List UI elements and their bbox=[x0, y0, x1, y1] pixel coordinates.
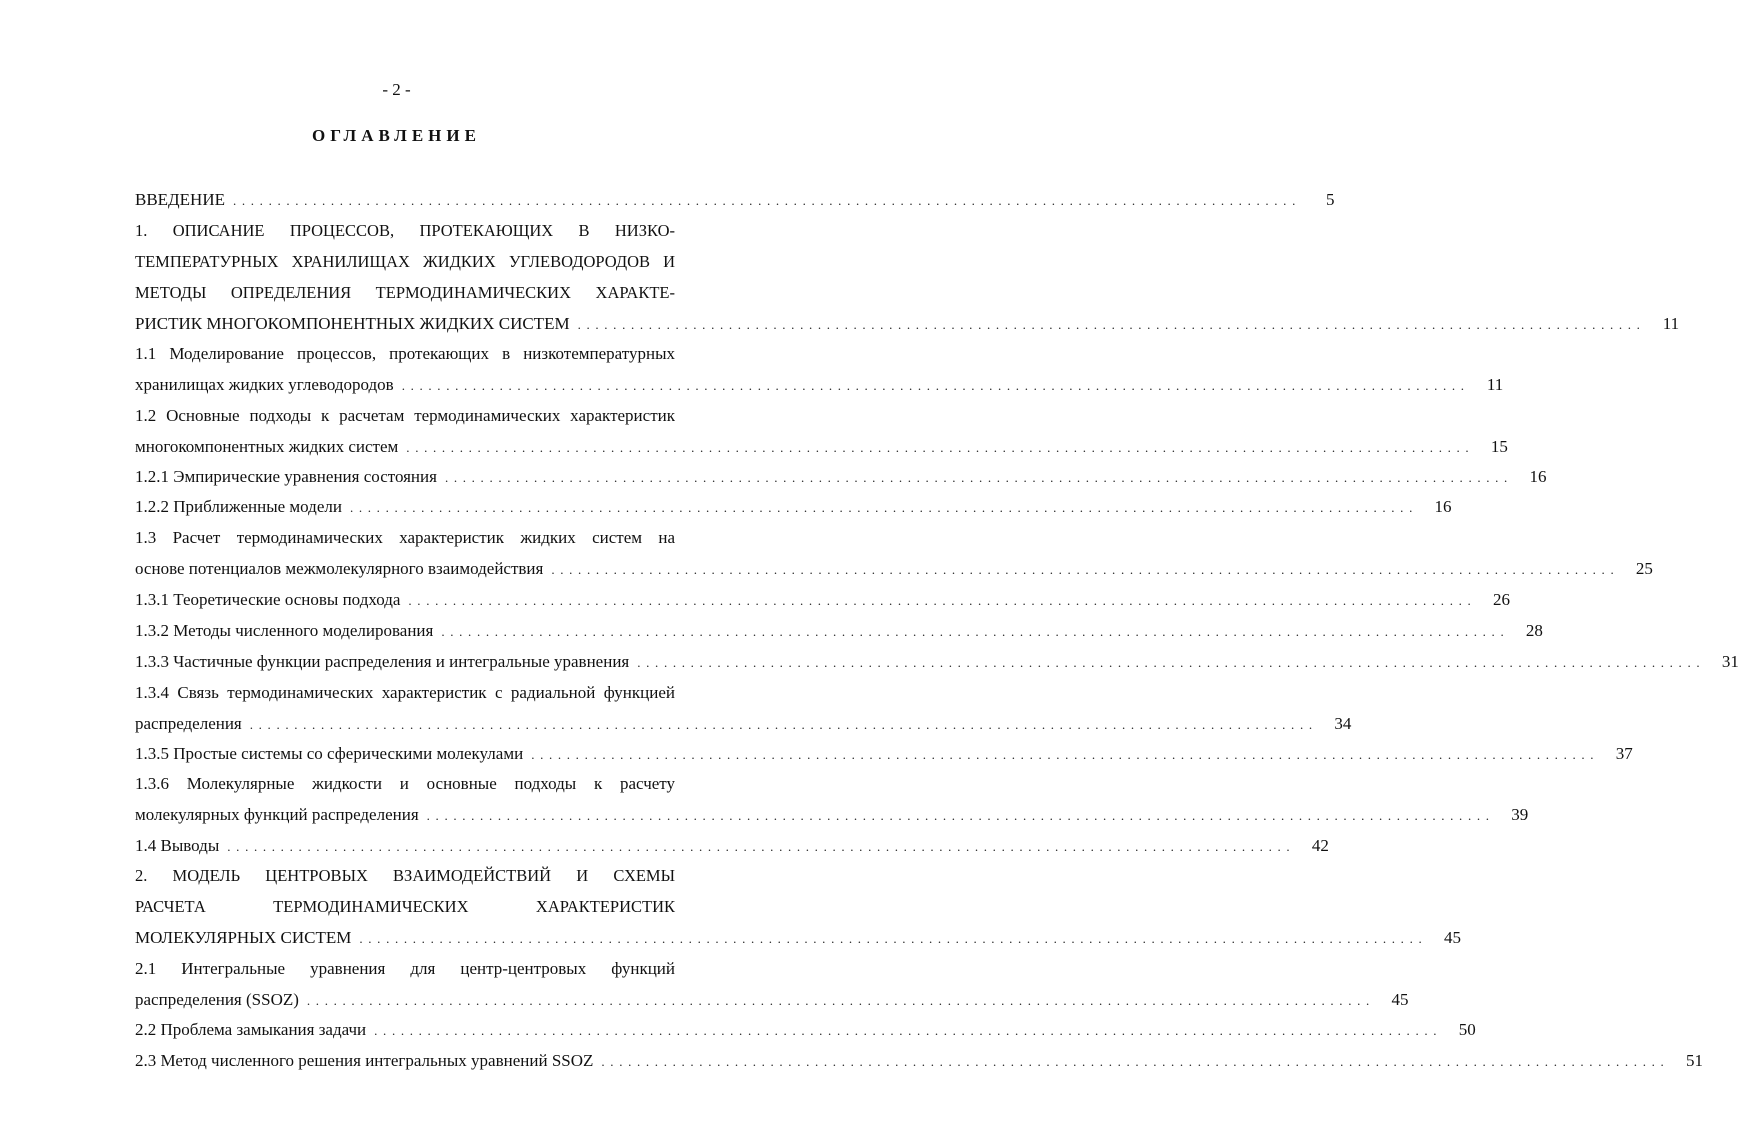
toc-entry-title: молекулярных функций распределения bbox=[135, 805, 419, 824]
toc-entry-title: распределения (SSOZ) bbox=[135, 990, 299, 1009]
toc-page-number: 11 bbox=[1486, 375, 1504, 394]
toc-entry-title: распределения bbox=[135, 714, 242, 733]
toc-page-number: 15 bbox=[1490, 437, 1508, 456]
toc-entry-text-line: 1.3.6 Молекулярные жидкости и основные подходы к расчету bbox=[135, 774, 675, 793]
toc-entry-last-line bbox=[135, 650, 1739, 674]
toc-entry-title: 2.2 Проблема замыкания задачи bbox=[135, 1020, 367, 1039]
dot-leader: . . . . . . . . . . . . . . . . . . . . . . . . . . . . . . . . . . . . . . . . . . . . . . . . . . . . . . . . . . . . . . . . . . . . . . . . . . . . . . . . . . . . . . . . . . . . . . . . . . . . . . . . . . . . . . . . . . . . . . . . bbox=[551, 562, 1615, 577]
toc-entry-last-line bbox=[135, 926, 1461, 950]
toc-page-number: 25 bbox=[1635, 559, 1653, 578]
toc-entry-last-line bbox=[135, 834, 1329, 858]
toc-entry-last-line bbox=[135, 465, 1547, 489]
toc-entry-last-line bbox=[135, 188, 1335, 212]
toc-entry-text-line: 2. МОДЕЛЬ ЦЕНТРОВЫХ ВЗАИМОДЕЙСТВИЙ И СХЕМЫ bbox=[135, 866, 675, 885]
toc-page-number: 5 bbox=[1326, 190, 1335, 209]
toc-entry-title: 1.3.3 Частичные функции распределения и интегральные уравнения bbox=[135, 652, 630, 671]
page-title: ОГЛАВЛЕНИЕ bbox=[312, 126, 481, 145]
toc-page-number: 16 bbox=[1529, 467, 1547, 486]
dot-leader: . . . . . . . . . . . . . . . . . . . . . . . . . . . . . . . . . . . . . . . . . . . . . . . . . . . . . . . . . . . . . . . . . . . . . . . . . . . . . . . . . . . . . . . . . . . . . . . . . . . . . . . . . . . . . . . . . . . . . . . . bbox=[406, 440, 1470, 455]
toc-entry-last-line bbox=[135, 312, 1680, 336]
toc-page-number: 37 bbox=[1615, 744, 1633, 763]
toc-entry-title: основе потенциалов межмолекулярного взаимодействия bbox=[135, 559, 544, 578]
toc-entry-text-line: 1.3 Расчет термодинамических характеристик жидких систем на bbox=[135, 528, 675, 547]
toc-entry-title: хранилищах жидких углеводородов bbox=[135, 375, 394, 394]
dot-leader: . . . . . . . . . . . . . . . . . . . . . . . . . . . . . . . . . . . . . . . . . . . . . . . . . . . . . . . . . . . . . . . . . . . . . . . . . . . . . . . . . . . . . . . . . . . . . . . . . . . . . . . . . . . . . . . . . . . . . . . . bbox=[306, 993, 1371, 1008]
toc-entry-last-line bbox=[135, 435, 1508, 459]
toc-entry-text-line: МЕТОДЫ ОПРЕДЕЛЕНИЯ ТЕРМОДИНАМИЧЕСКИХ ХАРАКТЕ- bbox=[135, 283, 675, 302]
toc-entry-title: РИСТИК МНОГОКОМПОНЕНТНЫХ ЖИДКИХ СИСТЕМ bbox=[135, 314, 570, 333]
toc-entry-last-line bbox=[135, 712, 1352, 736]
toc-entry-title: 1.2.1 Эмпирические уравнения состояния bbox=[135, 467, 437, 486]
dot-leader: . . . . . . . . . . . . . . . . . . . . . . . . . . . . . . . . . . . . . . . . . . . . . . . . . . . . . . . . . . . . . . . . . . . . . . . . . . . . . . . . . . . . . . . . . . . . . . . . . . . . . . . . . . . . . . . . . . . . . . . . bbox=[359, 931, 1423, 946]
dot-leader: . . . . . . . . . . . . . . . . . . . . . . . . . . . . . . . . . . . . . . . . . . . . . . . . . . . . . . . . . . . . . . . . . . . . . . . . . . . . . . . . . . . . . . . . . . . . . . . . . . . . . . . . . . . . . . . . . . . . . . . . bbox=[444, 470, 1509, 485]
toc-entry-last-line bbox=[135, 588, 1510, 612]
dot-leader: . . . . . . . . . . . . . . . . . . . . . . . . . . . . . . . . . . . . . . . . . . . . . . . . . . . . . . . . . . . . . . . . . . . . . . . . . . . . . . . . . . . . . . . . . . . . . . . . . . . . . . . . . . . . . . . . . . . . . . . . bbox=[531, 747, 1595, 762]
toc-entry-title: многокомпонентных жидких систем bbox=[135, 437, 399, 456]
toc-entry-title: 1.2.2 Приближенные модели bbox=[135, 497, 342, 516]
dot-leader: . . . . . . . . . . . . . . . . . . . . . . . . . . . . . . . . . . . . . . . . . . . . . . . . . . . . . . . . . . . . . . . . . . . . . . . . . . . . . . . . . . . . . . . . . . . . . . . . . . . . . . . . . . . . . . . . . . . . . . . . bbox=[577, 317, 1642, 332]
toc-entry-title: ВВЕДЕНИЕ bbox=[135, 190, 225, 209]
toc-entry-text-line: 1.1 Моделирование процессов, протекающих в низкотемпературных bbox=[135, 344, 675, 363]
dot-leader: . . . . . . . . . . . . . . . . . . . . . . . . . . . . . . . . . . . . . . . . . . . . . . . . . . . . . . . . . . . . . . . . . . . . . . . . . . . . . . . . . . . . . . . . . . . . . . . . . . . . . . . . . . . . . . . . . . . . . . . . bbox=[408, 593, 1472, 608]
toc-entry-text-line: 1.2 Основные подходы к расчетам термодинамических характеристик bbox=[135, 406, 675, 425]
dot-leader: . . . . . . . . . . . . . . . . . . . . . . . . . . . . . . . . . . . . . . . . . . . . . . . . . . . . . . . . . . . . . . . . . . . . . . . . . . . . . . . . . . . . . . . . . . . . . . . . . . . . . . . . . . . . . . . . . . . . . . . . bbox=[232, 193, 1297, 208]
toc-entry-title: МОЛЕКУЛЯРНЫХ СИСТЕМ bbox=[135, 928, 352, 947]
dot-leader: . . . . . . . . . . . . . . . . . . . . . . . . . . . . . . . . . . . . . . . . . . . . . . . . . . . . . . . . . . . . . . . . . . . . . . . . . . . . . . . . . . . . . . . . . . . . . . . . . . . . . . . . . . . . . . . . . . . . . . . . bbox=[426, 808, 1491, 823]
toc-page-number: 51 bbox=[1685, 1051, 1703, 1070]
toc-entry-last-line bbox=[135, 1049, 1703, 1073]
toc-page-number: 39 bbox=[1511, 805, 1529, 824]
toc-entry-last-line bbox=[135, 742, 1633, 766]
toc-entry-last-line bbox=[135, 803, 1529, 827]
toc-entry-title: 1.3.1 Теоретические основы подхода bbox=[135, 590, 401, 609]
toc-page-number: 34 bbox=[1334, 714, 1352, 733]
toc-page-number: 42 bbox=[1311, 836, 1329, 855]
dot-leader: . . . . . . . . . . . . . . . . . . . . . . . . . . . . . . . . . . . . . . . . . . . . . . . . . . . . . . . . . . . . . . . . . . . . . . . . . . . . . . . . . . . . . . . . . . . . . . . . . . . . . . . . . . . . . . . . . . . . . . . . bbox=[637, 655, 1701, 670]
toc-page-number: 31 bbox=[1721, 652, 1739, 671]
toc-entry-last-line bbox=[135, 988, 1409, 1012]
toc-entry-last-line bbox=[135, 619, 1543, 643]
dot-leader: . . . . . . . . . . . . . . . . . . . . . . . . . . . . . . . . . . . . . . . . . . . . . . . . . . . . . . . . . . . . . . . . . . . . . . . . . . . . . . . . . . . . . . . . . . . . . . . . . . . . . . . . . . . . . . . . . . . . . . . . bbox=[601, 1054, 1665, 1069]
dot-leader: . . . . . . . . . . . . . . . . . . . . . . . . . . . . . . . . . . . . . . . . . . . . . . . . . . . . . . . . . . . . . . . . . . . . . . . . . . . . . . . . . . . . . . . . . . . . . . . . . . . . . . . . . . . . . . . . . . . . . . . . bbox=[349, 500, 1414, 515]
toc-page-number: 11 bbox=[1662, 314, 1680, 333]
dot-leader: . . . . . . . . . . . . . . . . . . . . . . . . . . . . . . . . . . . . . . . . . . . . . . . . . . . . . . . . . . . . . . . . . . . . . . . . . . . . . . . . . . . . . . . . . . . . . . . . . . . . . . . . . . . . . . . . . . . . . . . . bbox=[374, 1023, 1438, 1038]
toc-entry-text-line: 2.1 Интегральные уравнения для центр-центровых функций bbox=[135, 959, 675, 978]
toc-entry-title: 1.4 Выводы bbox=[135, 836, 220, 855]
toc-page-number: 28 bbox=[1525, 621, 1543, 640]
dot-leader: . . . . . . . . . . . . . . . . . . . . . . . . . . . . . . . . . . . . . . . . . . . . . . . . . . . . . . . . . . . . . . . . . . . . . . . . . . . . . . . . . . . . . . . . . . . . . . . . . . . . . . . . . . . . . . . . . . . . . . . . bbox=[249, 717, 1314, 732]
toc-entry-text-line: 1.3.4 Связь термодинамических характеристик с радиальной функцией bbox=[135, 683, 675, 702]
dot-leader: . . . . . . . . . . . . . . . . . . . . . . . . . . . . . . . . . . . . . . . . . . . . . . . . . . . . . . . . . . . . . . . . . . . . . . . . . . . . . . . . . . . . . . . . . . . . . . . . . . . . . . . . . . . . . . . . . . . . . . . . bbox=[227, 839, 1291, 854]
toc-entry-last-line bbox=[135, 495, 1452, 519]
toc-entry-title: 1.3.5 Простые системы со сферическими молекулами bbox=[135, 744, 524, 763]
dot-leader: . . . . . . . . . . . . . . . . . . . . . . . . . . . . . . . . . . . . . . . . . . . . . . . . . . . . . . . . . . . . . . . . . . . . . . . . . . . . . . . . . . . . . . . . . . . . . . . . . . . . . . . . . . . . . . . . . . . . . . . . bbox=[441, 624, 1505, 639]
toc-page-number: 16 bbox=[1434, 497, 1452, 516]
toc-page-number: 26 bbox=[1492, 590, 1510, 609]
toc-entry-title: 2.3 Метод численного решения интегральных уравнений SSOZ bbox=[135, 1051, 594, 1070]
toc-page-number: 50 bbox=[1458, 1020, 1476, 1039]
toc-page-number: 45 bbox=[1443, 928, 1461, 947]
toc-entry-title: 1.3.2 Методы численного моделирования bbox=[135, 621, 434, 640]
toc-entry-last-line bbox=[135, 557, 1653, 581]
toc-page-number: 45 bbox=[1391, 990, 1409, 1009]
toc-entry-text-line: 1. ОПИСАНИЕ ПРОЦЕССОВ, ПРОТЕКАЮЩИХ В НИЗКО- bbox=[135, 221, 675, 240]
page-number: - 2 - bbox=[382, 80, 411, 99]
toc-entry-last-line bbox=[135, 1018, 1476, 1042]
toc-entry-last-line bbox=[135, 373, 1504, 397]
toc-entry-text-line: ТЕМПЕРАТУРНЫХ ХРАНИЛИЩАХ ЖИДКИХ УГЛЕВОДОРОДОВ И bbox=[135, 252, 675, 271]
dot-leader: . . . . . . . . . . . . . . . . . . . . . . . . . . . . . . . . . . . . . . . . . . . . . . . . . . . . . . . . . . . . . . . . . . . . . . . . . . . . . . . . . . . . . . . . . . . . . . . . . . . . . . . . . . . . . . . . . . . . . . . . bbox=[401, 378, 1466, 393]
toc-entry-text-line: РАСЧЕТА ТЕРМОДИНАМИЧЕСКИХ ХАРАКТЕРИСТИК bbox=[135, 897, 675, 916]
